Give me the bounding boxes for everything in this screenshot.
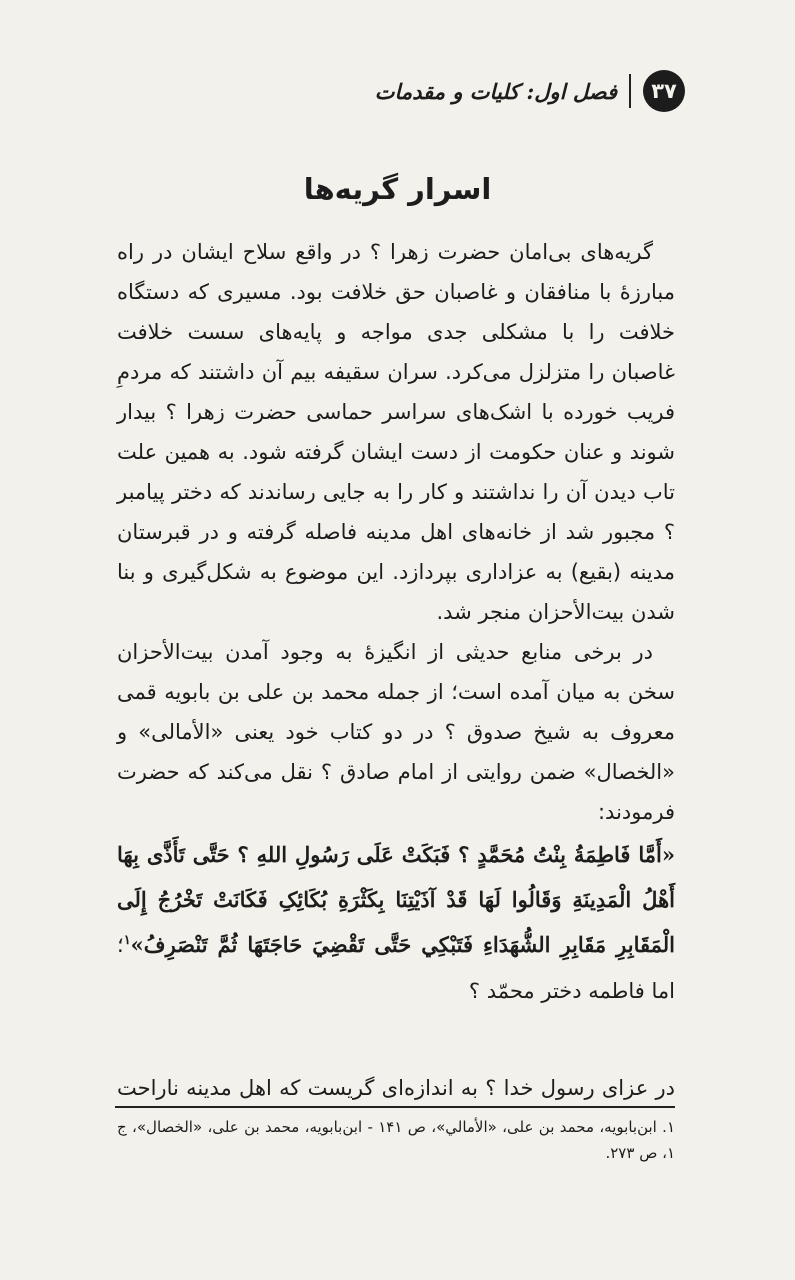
hadith-tail: ؛ اما فاطمه دختر محمّد ؟ [117, 933, 675, 1003]
running-header [105, 70, 685, 112]
footnote-marker: ۱ [123, 933, 131, 948]
continuation-line: در عزای رسول خدا ؟ به اندازه‌ای گریست که اهل مدینه ناراحت [117, 1076, 675, 1100]
footnote: ۱. ابن‌بابویه، محمد بن علی، «الأمالي»، ص ۱۴۱ - ابن‌بابویه، محمد بن علی، «الخصال»، ج ۱، ص ۲۷۳. [117, 1118, 676, 1162]
section-title: اسرار گریه‌ها [303, 172, 492, 206]
paragraph-1: گریه‌های بی‌امان حضرت زهرا ؟ در واقع سلاح ایشان در راه مبارزهٔ با منافقان و غاصبان حق خلافت بود. مسیری که دستگاه خلافت را با مشکلی جدی مواجه و پایه‌های سست خلافت غاصبان را متزلزل می‌کرد. سران سقیفه بیم آن داشتند که مردمِ فریب خورده با اشک‌های سراسر حماسی حضرت زهرا ؟ بیدار شوند و عنان حکومت از دست ایشان گرفته شود. به همین علت تاب دیدن آن را نداشتند و کار را به جایی رساندند که دختر پیامبر ؟ مجبور شد از خانه‌های اهل مدینه فاصله گرفته و در قبرستان مدینه (بقیع) به عزاداری بپردازد. این موضوع به شکل‌گیری و بنا شدن بیت‌الأحزان منجر شد. [117, 240, 675, 624]
main-text [117, 232, 675, 1014]
footnote-divider [115, 1106, 675, 1108]
chapter-title: فصل اول: کلیات و مقدمات [374, 78, 617, 104]
hadith-text: «أَمَّا فَاطِمَةُ بِنْتُ مُحَمَّدٍ ؟ فَبَکَتْ عَلَى رَسُولِ اللهِ ؟ حَتَّى تَأَذَّى بِهَا أَهْلُ الْمَدِينَةِ وَقَالُوا لَهَا قَدْ آذَيْتِنَا بِكَثْرَةِ بُكَائِکِ فَكَانَتْ تَخْرُجُ إِلَى الْمَقَابِرِ مَقَابِرِ الشُّهَدَاءِ فَتَبْكِي حَتَّى تَقْضِيَ حَاجَتَهَا ثُمَّ تَنْصَرِفُ» [117, 842, 675, 957]
header-divider [629, 74, 631, 108]
hadith-quote [117, 832, 675, 1014]
page-number-badge: ۳۷ [643, 70, 685, 112]
paragraph-2: در برخی منابع حدیثی از انگیزهٔ به وجود آمدن بیت‌الأحزان سخن به میان آمده است؛ از جمله محمد بن علی بن بابویه قمی معروف به شیخ صدوق ؟ در دو کتاب خود یعنی «الأمالی» و «الخصال» ضمن روایتی از امام صادق ؟ نقل می‌کند که حضرت فرمودند: [117, 640, 675, 824]
